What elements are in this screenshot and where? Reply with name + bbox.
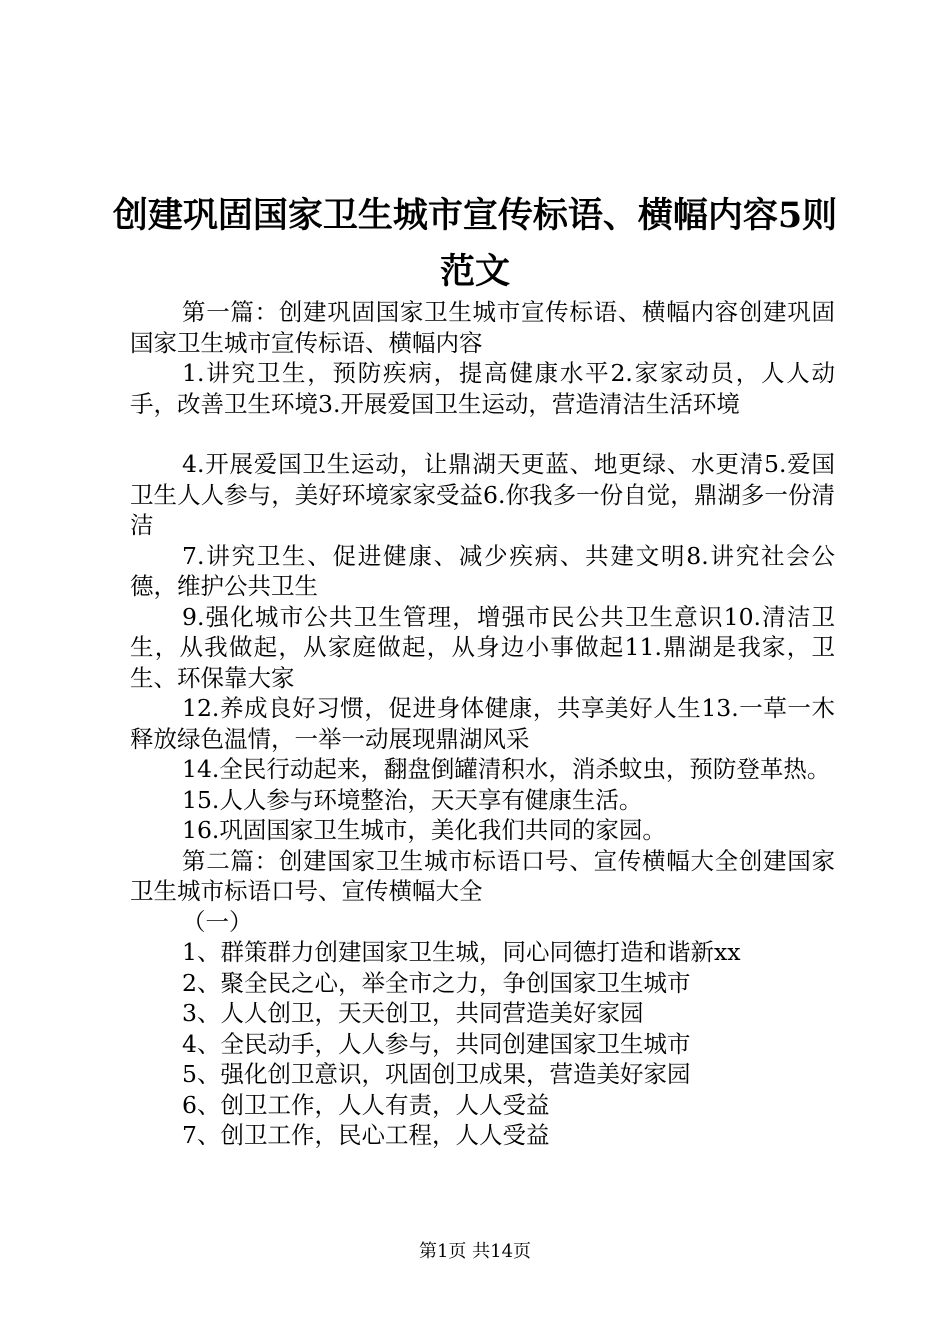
- list-item-7: 7、创卫工作，民心工程，人人受益: [182, 1121, 550, 1149]
- list-item-5: 5、强化创卫意识，巩固创卫成果，营造美好家园: [182, 1060, 691, 1088]
- paragraph-2: 1.讲究卫生，预防疾病，提高健康水平2.家家动员，人人动手，改善卫生环境3.开展爱国卫生运动，营造清洁生活环境: [130, 359, 835, 418]
- paragraph-1: 第一篇：创建巩固国家卫生城市宣传标语、横幅内容创建巩固国家卫生城市宣传标语、横幅内容: [130, 298, 835, 357]
- list-item-2: 2、聚全民之心，举全市之力，争创国家卫生城市: [182, 968, 691, 997]
- document-title: 创建巩固国家卫生城市宣传标语、横幅内容5则范文: [112, 195, 838, 292]
- paragraph-8: 15.人人参与环境整治，天天享有健康生活。: [182, 785, 643, 814]
- paragraph-3: 4.开展爱国卫生运动，让鼎湖天更蓝、地更绿、水更清5.爱国卫生人人参与，美好环境家家受益6.你我多一份自觉，鼎湖多一份清洁: [130, 450, 835, 539]
- paragraph-9: 16.巩固国家卫生城市，美化我们共同的家园。: [182, 816, 666, 844]
- paragraph-7: 14.全民行动起来，翻盘倒罐清积水，消杀蚊虫，预防登革热。: [182, 755, 831, 783]
- paragraph-11: （一）: [182, 907, 253, 936]
- list-item-6: 6、创卫工作，人人有责，人人受益: [182, 1090, 550, 1119]
- list-item-4: 4、全民动手，人人参与，共同创建国家卫生城市: [182, 1029, 691, 1058]
- list-item-3: 3、人人创卫，天天创卫，共同营造美好家园: [182, 999, 644, 1027]
- document-body: [130, 297, 835, 1151]
- paragraph-10: 第二篇：创建国家卫生城市标语口号、宣传横幅大全创建国家卫生城市标语口号、宣传横幅大全: [130, 846, 835, 905]
- paragraph-6: 12.养成良好习惯，促进身体健康，共享美好人生13.一草一木释放绿色温情，一举一动展现鼎湖风采: [130, 694, 835, 753]
- paragraph-5: 9.强化城市公共卫生管理，增强市民公共卫生意识10.清洁卫生，从我做起，从家庭做起，从身边小事做起11.鼎湖是我家，卫生、环保靠大家: [130, 602, 835, 692]
- list-item-1: 1、群策群力创建国家卫生城，同心同德打造和谐新xx: [182, 938, 741, 966]
- page-footer: 第1页 共14页: [418, 1241, 532, 1262]
- paragraph-4: 7.讲究卫生、促进健康、减少疾病、共建文明8.讲究社会公德，维护公共卫生: [130, 541, 835, 600]
